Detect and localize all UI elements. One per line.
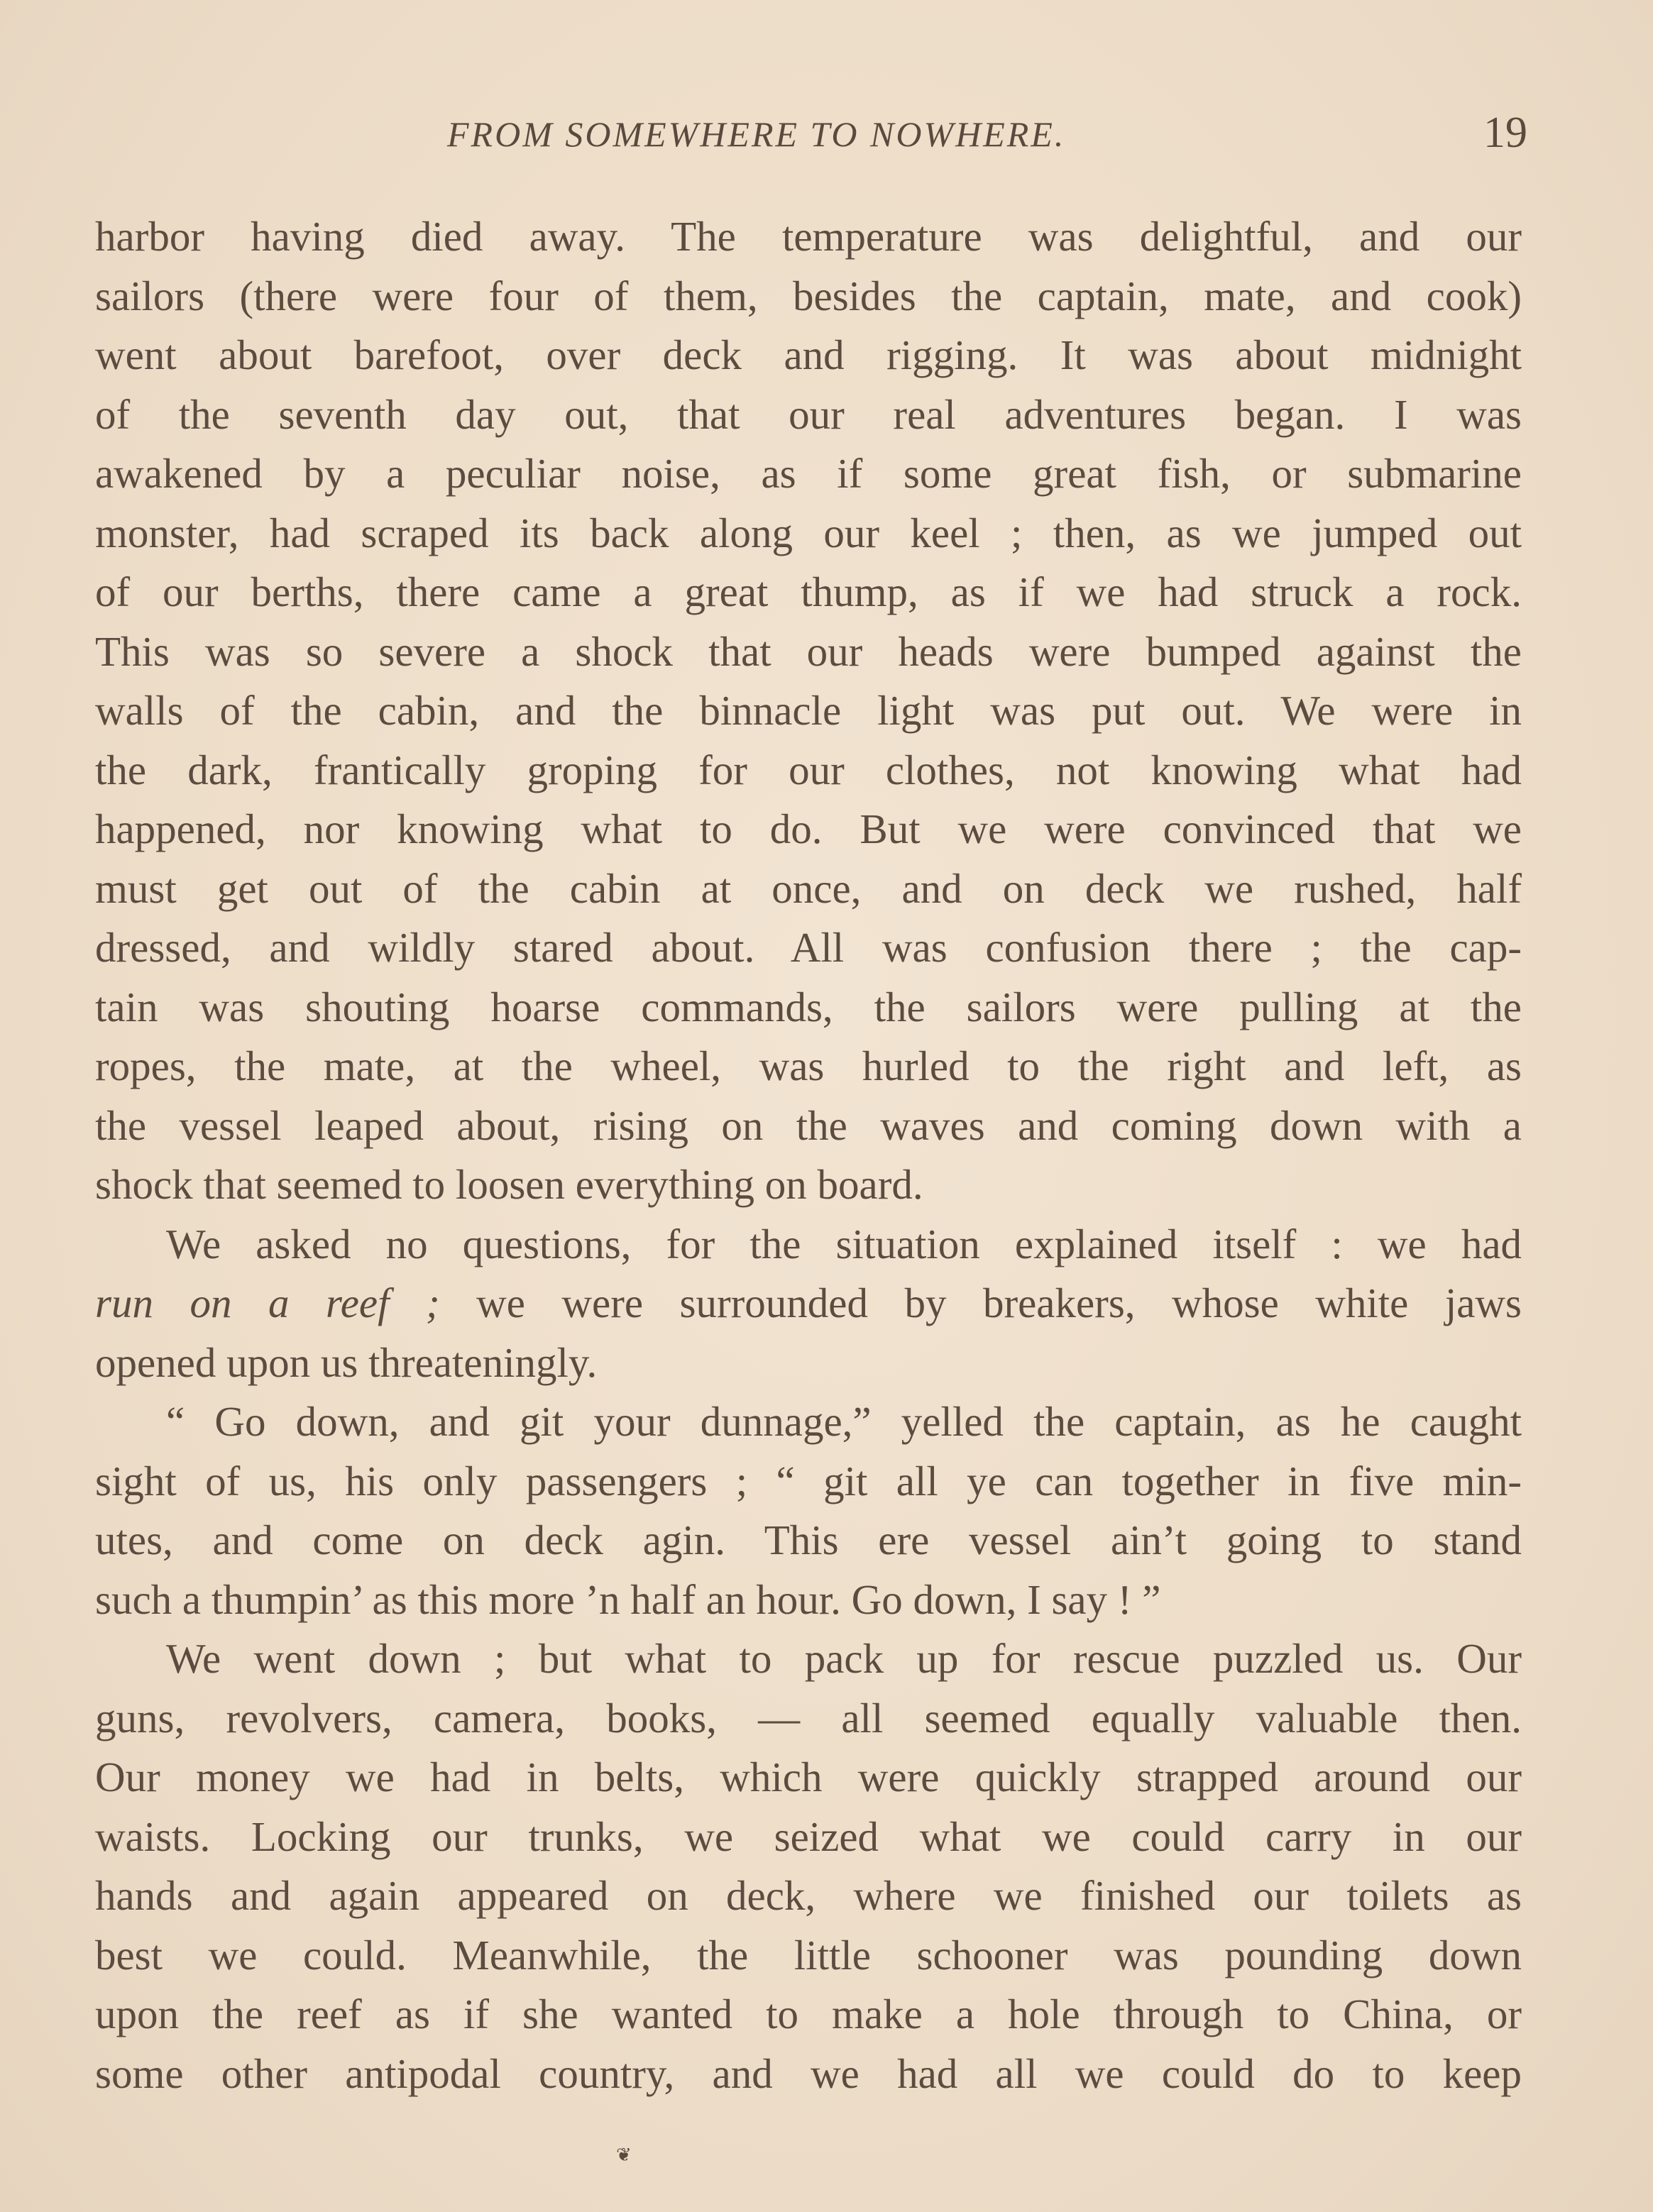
text-line: ropes, the mate, at the wheel, was hurled to the right and left, as bbox=[95, 1042, 1522, 1089]
text-line: of the seventh day out, that our real adventures began. I was bbox=[95, 390, 1522, 438]
text-line: This was so severe a shock that our heads were bumped against the bbox=[95, 627, 1522, 675]
running-head: FROM SOMEWHERE TO NOWHERE. bbox=[447, 114, 1066, 154]
text-line: sailors (there were four of them, besides the captain, mate, and cook) bbox=[95, 272, 1522, 319]
text-line: upon the reef as if she wanted to make a hole through to China, or bbox=[95, 1991, 1522, 2037]
text-line: the dark, frantically groping for our clothes, not knowing what had bbox=[95, 746, 1522, 793]
line-text: we were surrounded by breakers, whose white jaws bbox=[439, 1280, 1522, 1326]
text-line: such a thumpin’ as this more ’n half an hour. Go down, I say ! ” bbox=[95, 1575, 1161, 1623]
text-line: dressed, and wildly stared about. All was confusion there ; the cap- bbox=[95, 924, 1522, 971]
text-line: monster, had scraped its back along our keel ; then, as we jumped out bbox=[95, 509, 1522, 556]
text-line: shock that seemed to loosen everything on board. bbox=[95, 1161, 923, 1208]
text-line: awakened by a peculiar noise, as if some great fish, or submarine bbox=[95, 450, 1522, 497]
text-line: went about barefoot, over deck and rigging. It was about midnight bbox=[95, 331, 1522, 378]
text-line: We asked no questions, for the situation explained itself : we had bbox=[166, 1220, 1522, 1267]
text-line: tain was shouting hoarse commands, the sailors were pulling at the bbox=[95, 983, 1522, 1030]
text-line: Our money we had in belts, which were quickly strapped around our bbox=[95, 1754, 1522, 1800]
text-line: harbor having died away. The temperature was delightful, and our bbox=[95, 213, 1522, 260]
signature-mark-ornament: ❦ bbox=[616, 2145, 632, 2166]
text-line: We went down ; but what to pack up for rescue puzzled us. Our bbox=[166, 1635, 1522, 1682]
text-line: waists. Locking our trunks, we seized what we could carry in our bbox=[95, 1812, 1522, 1860]
text-line: “ Go down, and git your dunnage,” yelled the captain, as he caught bbox=[166, 1398, 1522, 1445]
text-line: some other antipodal country, and we had all we could do to keep bbox=[95, 2049, 1522, 2097]
body-text bbox=[95, 207, 1522, 2103]
text-line: opened upon us threateningly. bbox=[95, 1338, 598, 1386]
text-line: hands and again appeared on deck, where we finished our toilets as bbox=[95, 1872, 1522, 1919]
page-number: 19 bbox=[1483, 109, 1527, 157]
text-line: best we could. Meanwhile, the little schooner was pounding down bbox=[95, 1931, 1522, 1979]
italic-phrase: run on a reef ; bbox=[95, 1280, 440, 1326]
text-line: happened, nor knowing what to do. But we were convinced that we bbox=[95, 805, 1522, 852]
text-line: sight of us, his only passengers ; “ git all ye can together in five min- bbox=[95, 1457, 1522, 1504]
text-line: utes, and come on deck agin. This ere vessel ain’t going to stand bbox=[95, 1517, 1522, 1563]
text-line: the vessel leaped about, rising on the waves and coming down with a bbox=[95, 1101, 1522, 1149]
text-line: guns, revolvers, camera, books, — all seemed equally valuable then. bbox=[95, 1694, 1522, 1741]
text-line: of our berths, there came a great thump, as if we had struck a rock. bbox=[95, 568, 1522, 615]
text-line: must get out of the cabin at once, and on deck we rushed, half bbox=[95, 864, 1522, 912]
text-line: walls of the cabin, and the binnacle light was put out. We were in bbox=[95, 687, 1522, 734]
text-line bbox=[95, 1274, 1522, 1333]
